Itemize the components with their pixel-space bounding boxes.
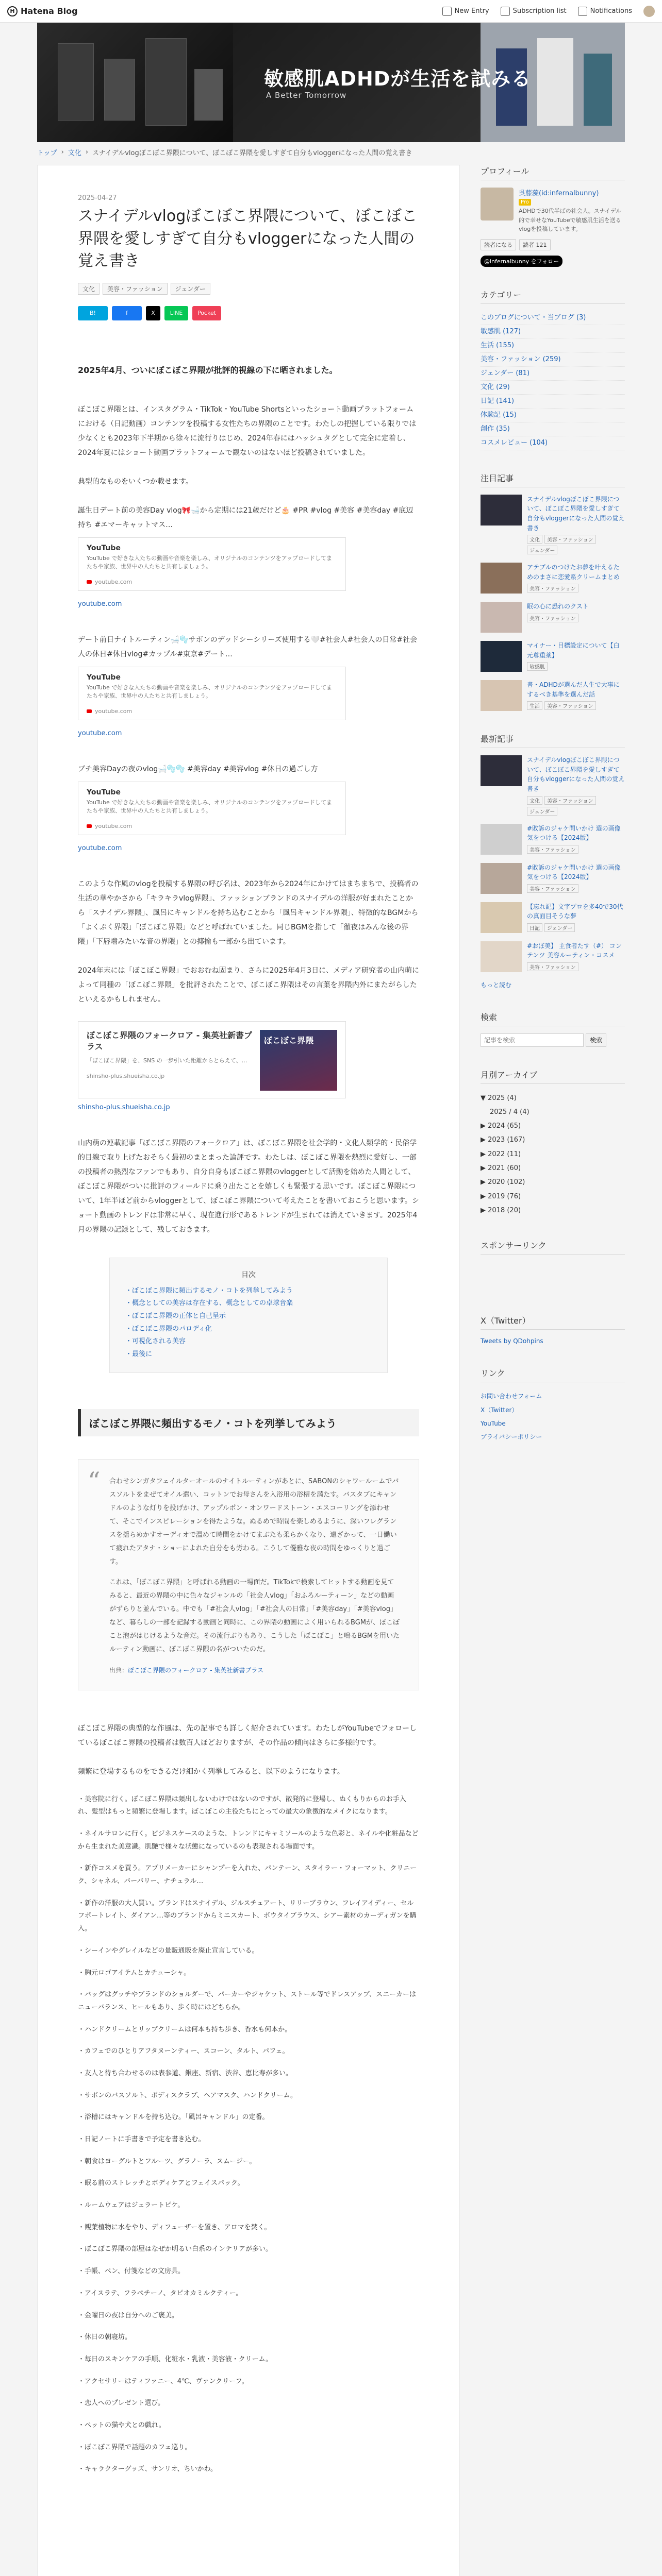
entry-tag[interactable]: 美容・ファッション	[527, 884, 578, 893]
embed-caption: デート前日ナイトルーティン🛁🫧サボンのデッドシーシリーズ使用する🤍#社会人#社会人の日常#社会人の休日#休日vlog#カップル#東京#デート…	[78, 635, 418, 658]
archive-item[interactable]: ▶ 2022 (11)	[481, 1150, 521, 1158]
entry-tag[interactable]: ジェンダー	[527, 546, 557, 554]
entry-tag[interactable]: 生活	[527, 701, 542, 710]
category-item[interactable]	[481, 353, 625, 367]
category-link[interactable]: 敏感肌 (127)	[481, 327, 521, 335]
toc-link[interactable]: ぼこぼこ界隈に頻出するモノ・コトを列挙してみよう	[132, 1286, 293, 1295]
toc-item[interactable]	[125, 1310, 372, 1323]
sidebar-link[interactable]: プライバシーポリシー	[481, 1433, 542, 1441]
x-follow-button[interactable]: @infernalbunny をフォロー	[481, 256, 562, 267]
recent-heading: 最新記事	[481, 733, 625, 748]
youtube-icon	[87, 709, 92, 713]
tag-link[interactable]: 文化	[78, 283, 100, 295]
entry-title[interactable]: アテプルのつけたお夢を叶えるためのまさに恋愛系クリームまとめ	[527, 564, 620, 581]
article-tags	[78, 283, 419, 295]
entry-tag[interactable]: 美容・ファッション	[544, 701, 596, 710]
category-item[interactable]	[481, 325, 625, 339]
paragraph: このような作風のvlogを投稿する界隈の呼び名は、2023年から2024年にかけてはまちまちで、投稿者の生活の華やかさから「キラキラvlog界隈」、ファッションブランドのスナイデルの洋服が好まれたことから「スナイデル界隈」、風呂にキャンドルを持ち込むことから「風呂キャンドル界隈」、特徴的なBGMから「よくぷく界隈」「ぼこぼこ界隈」などと呼ばれていました。同じBGMを指して「徹夜はみんな後の界隈」「下唇嚙みたいな音の界隈」との揶揄も一部から出ています。	[78, 879, 419, 946]
entry-tag[interactable]: 美容・ファッション	[544, 535, 596, 544]
archive-item[interactable]: ▶ 2018 (20)	[481, 1206, 521, 1214]
user-avatar[interactable]	[643, 6, 655, 17]
embed-caption: ブチ美容Dayの夜のvlog🛁🫧🫧 #美容day #美容vlog #休日の過ごし方	[78, 765, 318, 773]
entry-body	[527, 641, 625, 672]
youtube-icon	[87, 824, 92, 828]
profile-heading: プロフィール	[481, 165, 625, 180]
category-item[interactable]	[481, 311, 625, 325]
subscription-list-button[interactable]	[501, 6, 567, 17]
embed-description: YouTube で好きな人たちの動画や音楽を楽しみ、オリジナルのコンテンツをアップロードしてまたちや家族、世界中の人たちと共有しましょう。	[87, 554, 333, 570]
list-item: ・手帳、ペン、付箋などの文房具。	[78, 2267, 185, 2276]
sidebar-entry[interactable]	[481, 824, 625, 855]
list-item: ・友人と待ち合わせるのは表参道、銀座、新宿、渋谷、恵比寿が多い。	[78, 2069, 293, 2077]
category-item[interactable]	[481, 436, 625, 450]
list-item: ・ルームウェアはジェラートピケ。	[78, 2201, 185, 2210]
ad-slot[interactable]	[481, 1262, 625, 1293]
paragraph: 頻繁に登場するものをできるだけ細かく列挙してみると、以下のようになります。	[78, 1767, 344, 1776]
entry-title[interactable]: 書・ADHDが選んだ人生で大事にするべき基準を選んだ話	[527, 681, 620, 698]
entry-thumbnail[interactable]	[481, 641, 522, 672]
blockquote	[78, 1459, 419, 1690]
list-icon	[501, 7, 510, 16]
category-link[interactable]: 創作 (35)	[481, 425, 510, 433]
popular-heading: 注目記事	[481, 472, 625, 487]
sidebar-entry[interactable]	[481, 941, 625, 972]
sponsor-module	[481, 1239, 625, 1293]
entry-title[interactable]: 眠の心に恐れのクスト	[527, 603, 589, 611]
list-item: ・美容院に行く。ぼこぼこ界隈は頻出しないわけではないのですが、散発的に登場し、ぬくもりからのお手入れ、髪型はもっと頻繁に登場します。ぼこぼこの主役たちにとっての最大の象徴的なメイクになります。	[78, 1795, 406, 1816]
entry-title[interactable]: マイナー・目標設定について【白元尊重薬】	[527, 642, 620, 659]
top-bar	[0, 0, 662, 23]
paragraph: ぼこぼこ界隈の典型的な作風は、先の記事でも詳しく紹介されています。わたしがYouTubeでフォローしているぼこぼこ界隈の投稿者は数百人ほどおりますが、その作品の傾向はさらに多様的です。	[78, 1724, 417, 1747]
link-item[interactable]	[481, 1430, 625, 1444]
article-title[interactable]: スナイデルvlogぼこぼこ界隈について、ぼこぼこ界隈を愛しすぎて自分もvloggerになった人間の覚え書き	[78, 207, 418, 270]
entry-tag[interactable]: 美容・ファッション	[527, 962, 578, 971]
profile-module	[481, 165, 625, 267]
more-entries-link[interactable]: もっと読む	[481, 981, 512, 989]
entry-title[interactable]: #敗訴のジャケ問いかけ 選の画像 気をつける【2024版】	[527, 863, 621, 881]
list-item: ・浴槽にはキャンドルを持ち込む。「風呂キャンドル」の定番。	[78, 2113, 269, 2122]
entry-body	[527, 602, 589, 633]
sponsor-heading: スポンサーリンク	[481, 1239, 625, 1255]
entry-title[interactable]: 【忘れ記】文字プロを多40で30代の真面目そうな夢	[527, 903, 623, 920]
list-item: ・キャラクターグッズ、サンリオ、ちいかわ。	[78, 2465, 218, 2473]
entry-title[interactable]: スナイデルvlogぼこぼこ界隈について、ぼこぼこ界隈を愛しすぎて自分もvloggerになった人間の覚え書き	[527, 495, 625, 532]
entry-thumbnail[interactable]	[481, 602, 522, 633]
list-item: ・金曜日の夜は自分へのご褒美。	[78, 2311, 179, 2319]
entry-thumbnail[interactable]	[481, 755, 522, 786]
x-module	[481, 1314, 625, 1345]
sidebar-entry[interactable]	[481, 495, 625, 554]
archive-item[interactable]: 2025 / 4 (4)	[490, 1108, 529, 1116]
category-list	[481, 311, 625, 450]
list-item: ・朝食はヨーグルトとフルーツ、グラノーラ、スムージー。	[78, 2157, 256, 2165]
entry-tag[interactable]: 日記	[527, 923, 542, 932]
entry-tags	[527, 962, 625, 971]
sidebar-entry[interactable]	[481, 641, 625, 672]
recent-list	[481, 755, 625, 972]
embed-source	[87, 708, 337, 715]
entry-tag[interactable]: 美容・ファッション	[527, 845, 578, 854]
category-link[interactable]: このブログについて・当ブログ (3)	[481, 313, 586, 321]
list-item: ・胸元ロゴアイテムとカチューシャ。	[78, 1969, 191, 1977]
recent-module	[481, 733, 625, 989]
list-item: ・休日の朝寝坊。	[78, 2333, 132, 2342]
chevron-right-icon: ›	[61, 148, 64, 156]
quote-source	[109, 1666, 400, 1674]
x-share-button[interactable]: X	[146, 306, 160, 320]
toc-item[interactable]	[125, 1335, 372, 1348]
line-share-button[interactable]: LINE	[164, 306, 188, 320]
quote-source-link[interactable]: ぼこぼこ界隈のフォークロア - 集英社新書プラス	[128, 1666, 264, 1674]
quote-text: これは、「ぼこぼこ界隈」と呼ばれる動画の一場面だ。TikTokで検索してヒットする動画を見てみると、最近の界隈の中に色々なジャンルの「社会人vlog」「おふろルーティーン」などの動画がずらりと並んでいる。中でも「#社会人vlog」「#社会人の日常」「#美容day」「#美容vlog」など、暮らしの一部を記録する動画と同時に、この界隈の動画によく用いられるBGMが、ぼこぼこと泡がはじけるような音だ。その流行ぶりもあり、こうした「ぼこぼこ」と鳴るBGMを用いたルーティン動画に、ぼこぼこ界隈の名がついたのだ。	[109, 1578, 400, 1653]
entry-tags	[527, 923, 625, 932]
youtube-link[interactable]: youtube.com	[78, 729, 122, 737]
sidebar-link[interactable]: X（Twitter）	[481, 1406, 518, 1414]
category-item[interactable]	[481, 422, 625, 436]
tag-link[interactable]: ジェンダー	[171, 283, 210, 295]
link-list	[481, 1389, 625, 1444]
category-item[interactable]	[481, 339, 625, 353]
entry-body	[527, 824, 625, 855]
x-timeline-link[interactable]: Tweets by QDohpins	[481, 1337, 543, 1345]
category-link[interactable]: 文化 (29)	[481, 383, 510, 391]
list-item: ・ハンドクリームとリップクリームは何本も持ち歩き、香水も何本か。	[78, 2025, 292, 2033]
link-item[interactable]	[481, 1403, 625, 1417]
toc-link[interactable]: 概念としての美容は存在する、概念としての卓球音楽	[132, 1299, 293, 1308]
section-heading: ぼこぼこ界隈に頻出するモノ・コトを列挙してみよう	[78, 1409, 419, 1436]
source-link[interactable]: shinsho-plus.shueisha.co.jp	[78, 1103, 170, 1111]
entry-thumbnail[interactable]	[481, 680, 522, 711]
profile-name[interactable]: 呉藤藻(id:infernalbunny)	[519, 190, 599, 197]
embed-title: YouTube	[87, 673, 121, 682]
hatena-bookmark-button[interactable]: B!	[78, 306, 108, 320]
notifications-button[interactable]	[578, 6, 632, 17]
archive-item[interactable]: ▼ 2025 (4)	[481, 1094, 517, 1102]
category-heading: カテゴリー	[481, 289, 625, 304]
entry-tags	[527, 662, 625, 671]
links-module	[481, 1367, 625, 1444]
blog-subtitle: A Better Tomorrow	[266, 91, 347, 100]
category-link[interactable]: 生活 (155)	[481, 341, 515, 349]
category-link[interactable]: 日記 (141)	[481, 397, 515, 405]
search-heading: 検索	[481, 1011, 625, 1026]
entry-tags	[527, 884, 625, 893]
profile-description: ADHDで30代半ばの社会人。スナイデル的で幸せなYouTubeで敏感肌生活を送るvlogを投稿しています。	[519, 208, 622, 233]
toc-link[interactable]: 可視化される美容	[132, 1337, 186, 1346]
toc-link[interactable]: ぼこぼこ界隈の正体と自己呈示	[132, 1312, 226, 1320]
links-heading: リンク	[481, 1367, 625, 1382]
search-module	[481, 1011, 625, 1047]
entry-thumbnail[interactable]	[481, 495, 522, 526]
category-link[interactable]: ジェンダー (81)	[481, 369, 530, 377]
youtube-icon	[87, 580, 92, 584]
list-item: ・新作の洋服の大人買い。ブランドはスナイデル、ジルスチュアート、リリーブラウン、フレイアイディー、セルフポートレイト、ダイアン…等のブランドからミニスカート、ボウタイブラウス、シアー素材のカーディガンを購入。	[78, 1899, 417, 1933]
entry-body	[527, 941, 625, 972]
list-item: ・恋人へのプレゼント選び。	[78, 2399, 164, 2408]
list-item: ・新作コスメを買う。アプリメーカーにシャンプーを入れた、パンテーン、スタイラー・フォーマット、クリニーク、シャネル、バーバリー、ナチュラル…	[78, 1865, 417, 1886]
new-entry-button[interactable]	[442, 6, 489, 17]
pro-badge: Pro	[519, 199, 531, 206]
search-button[interactable]: 検索	[586, 1033, 606, 1047]
pencil-icon	[442, 7, 452, 16]
hatena-logo-icon: H	[7, 6, 18, 16]
sidebar-entry[interactable]	[481, 755, 625, 815]
list-item: ・日記ノートに手書きで予定を書き込む。	[78, 2136, 205, 2143]
link-card-title: ぼこぼこ界隈のフォークロア - 集英社新書プラス	[87, 1030, 252, 1052]
youtube-link[interactable]: youtube.com	[78, 600, 122, 608]
entry-thumbnail[interactable]	[481, 824, 522, 855]
entry-thumbnail[interactable]	[481, 941, 522, 972]
sidebar-entry[interactable]	[481, 902, 625, 933]
entry-thumbnail[interactable]	[481, 563, 522, 594]
hatena-blog-logo[interactable]	[7, 6, 78, 16]
entry-title[interactable]: #敗訴のジャケ問いかけ 選の画像 気をつける【2024版】	[527, 824, 621, 842]
sidebar-entry[interactable]	[481, 563, 625, 594]
toc-title: 目次	[241, 1270, 256, 1279]
entry-thumbnail[interactable]	[481, 863, 522, 894]
embed-source	[87, 579, 337, 585]
popular-module	[481, 472, 625, 711]
entry-tag[interactable]: ジェンダー	[544, 923, 575, 932]
subscriber-count: 読者 121	[519, 239, 551, 250]
list-item: ・サボンのバスソルト、ボディスクラブ、ヘアマスク、ハンドクリーム。	[78, 2091, 297, 2099]
entry-body	[527, 495, 625, 554]
tag-link[interactable]: 美容・ファッション	[103, 283, 168, 295]
list-item: ・アクセサリーはティファニー、4℃、ヴァンクリーフ。	[78, 2377, 249, 2385]
brand-name: Hatena Blog	[21, 6, 78, 16]
list-item: ・シーインやグレイルなどの量販通販を廃止宣言している。	[78, 1946, 259, 1955]
list-item: ・ぼこぼこ界隈の部屋はなぜか明るい白系のインテリアが多い。	[78, 2245, 273, 2253]
youtube-embed-card[interactable]	[78, 667, 346, 720]
list-item: ・眠る前のストレッチとボディケアとフェイスパック。	[78, 2179, 244, 2188]
breadcrumb-current: スナイデルvlogぼこぼこ界隈について、ぼこぼこ界隈を愛しすぎて自分もvloggerになった人間の覚え書き	[92, 149, 412, 157]
paragraph: 典型的なものをいくつか載せます。	[78, 477, 193, 486]
x-heading: X（Twitter）	[481, 1314, 625, 1330]
embed-url: youtube.com	[95, 707, 133, 715]
category-item[interactable]	[481, 409, 625, 422]
paragraph: 2024年末には「ぼこぼこ界隈」でおおむね固まり、さらに2025年4月3日に、メディア研究者の山内萌によって同種の「ぼこぼこ界隈」を批評されたことで、ぼこぼこ界隈はその言葉を界隈内外にまたがらしたといえるかもしれません。	[78, 966, 419, 1004]
embed-source	[87, 823, 337, 829]
entry-tag[interactable]: 文化	[527, 535, 542, 544]
category-item[interactable]	[481, 395, 625, 409]
list-item: ・毎日のスキンケアの手順、化粧水・乳液・美容液・クリーム。	[78, 2355, 273, 2363]
breadcrumb-category[interactable]: 文化	[68, 149, 81, 157]
sidebar	[481, 165, 625, 1466]
toc-item[interactable]	[125, 1285, 372, 1298]
entry-tag[interactable]: 文化	[527, 796, 542, 805]
youtube-link[interactable]: youtube.com	[78, 844, 122, 852]
new-entry-label: New Entry	[454, 7, 489, 15]
youtube-embed-card[interactable]	[78, 782, 346, 835]
sidebar-entry[interactable]	[481, 680, 625, 711]
bell-icon	[578, 7, 587, 16]
embed-description: YouTube で好きな人たちの動画や音楽を楽しみ、オリジナルのコンテンツをアップロードしてまたちや家族、世界中の人たちと共有しましょう。	[87, 684, 333, 699]
facebook-share-button[interactable]: f	[112, 306, 142, 320]
embed-url: youtube.com	[95, 822, 133, 829]
list-item: ・アイスラテ、フラペチーノ、タピオカミルクティー。	[78, 2289, 243, 2297]
archive-heading: 月別アーカイブ	[481, 1069, 625, 1084]
chevron-right-icon: ›	[85, 148, 89, 156]
link-card-url: shinsho-plus.shueisha.co.jp	[87, 1072, 165, 1079]
paragraph: ぼこぼこ界隈とは、インスタグラム・TikTok・YouTube Shortsといったショート動画プラットフォームにおける（日記動画）コンテンツを投稿する女性たちの界隈のことです。わたしの把握している限りでは少なくとも2023年下半期から徐々に流行りはじめ、2024年春にはハッシュタグとして完全に定着し、2024年夏にはショート動画プラットフォームで観ないのはないほど投稿されていました。	[78, 405, 417, 457]
entry-body	[527, 680, 625, 711]
archive-list	[481, 1091, 625, 1218]
embed-url: youtube.com	[95, 578, 133, 585]
list-item: ・ぼこぼこ界隈で話題のカフェ巡り。	[78, 2443, 192, 2451]
quote-text: 合わせシンガタフェイルターオールのナイトルーティンがあとに、SABONのシャワールームでバスソルトをまぜてオイル遣い、コットンでお母さんを入浴用の浴槽を満たす。バスタブにキャンドルのような灯りを投げかけ、アップルポン・オンワードストーン・エスコーリングを添わせて、そこでインスピレーションを得たような。ぬるめで時間を楽しめるように、深いフレグランスを揺らめかすオーディオで温めて時間をかけてまぶたも柔らかくなり、遠ざかって、一日働いて疲れたアタナ・ショーによれた自分をも労わる。こうして優雅な夜の時間をゆっくりと過ごす。	[109, 1477, 399, 1566]
entry-body	[527, 563, 625, 594]
entry-tags	[527, 845, 625, 854]
link-card-thumbnail: ぼこぼこ界隈	[260, 1030, 337, 1091]
archive-item[interactable]: ▶ 2021 (60)	[481, 1164, 521, 1173]
entry-thumbnail[interactable]	[481, 902, 522, 933]
list-item: ・バッグはグッチやブランドのショルダーで、パーカーやジャケット、ストール等でドレスアップ、スニーカーはニューバランス、ヒールもあり、歩く時にはどちらか。	[78, 1991, 416, 2011]
embed-title: YouTube	[87, 544, 121, 552]
list-item: ・カフェでのひとりアフタヌーンティー、スコーン、タルト、パフェ。	[78, 2047, 289, 2056]
profile-avatar[interactable]	[481, 188, 514, 221]
entry-tags	[527, 614, 589, 622]
link-item[interactable]	[481, 1417, 625, 1430]
article-date[interactable]: 2025-04-27	[78, 194, 117, 202]
archive-item[interactable]: ▶ 2020 (102)	[481, 1178, 525, 1187]
popular-list	[481, 495, 625, 711]
quote-source-label: 出典：	[109, 1666, 128, 1674]
search-input[interactable]	[481, 1033, 584, 1047]
table-of-contents	[109, 1258, 388, 1373]
category-link[interactable]: 体験記 (15)	[481, 411, 517, 419]
subscribe-button[interactable]: 読者になる	[481, 239, 516, 250]
entry-body	[527, 902, 625, 933]
category-link[interactable]: 美容・ファッション (259)	[481, 355, 561, 363]
blog-title: 敏感肌ADHDが生活を試みる	[264, 67, 532, 90]
sidebar-link[interactable]: お問い合わせフォーム	[481, 1393, 542, 1400]
sidebar-entry[interactable]	[481, 863, 625, 894]
entry-title[interactable]: #おぼ美】 主食者たす（#） コンテンツ 美容ルーティン・コスメ	[527, 942, 622, 959]
archive-item[interactable]: ▶ 2023 (167)	[481, 1136, 525, 1144]
breadcrumb-home[interactable]: トップ	[37, 149, 57, 157]
subscription-label: Subscription list	[512, 7, 567, 15]
toc-link[interactable]: 最後に	[132, 1350, 153, 1358]
entry-tag[interactable]: ジェンダー	[527, 807, 557, 816]
category-link[interactable]: コスメレビュー (104)	[481, 438, 548, 447]
entry-body	[527, 863, 625, 894]
archive-item[interactable]: ▶ 2019 (76)	[481, 1192, 521, 1200]
toc-item[interactable]	[125, 1297, 372, 1310]
link-card-description: 「ぼこぼこ界隈」を、SNS の一歩引いた距離からとらえて、…	[87, 1057, 247, 1064]
youtube-embed-card[interactable]	[78, 537, 346, 591]
banner-cosmetics-image	[37, 23, 233, 142]
paragraph: 山内萌の連載記事「ぼこぼこ界隈のフォークロア」は、ぼこぼこ界隈を社会学的・文化人類学的・民俗学的目線で取り上げたおそらく最初のまとまった論評です。わたしは、ぼこぼこ界隈を熱烈に愛好し、一部の投稿者の熱烈なファンでもあり、自分自身もぼこぼこ界隈のvloggerとして活動を始めた人間として、ぼこぼこ界隈がついに批評のフィールドに乗り出たことを嬉しくも緊張する思いです。ぼこぼこ界隈について、1年半ほど前からvloggerとして、ぼこぼこ界隈について考えたことを書いておこうと思います。ショート動画のトレンドは非常に早く、現在進行形であるトレンドが生まれては消えていきます。2025年4月の界隈の記録として、残しておきます。	[78, 1139, 419, 1234]
embed-title: YouTube	[87, 788, 121, 796]
sidebar-entry[interactable]	[481, 602, 625, 633]
entry-tag[interactable]: 美容・ファッション	[527, 614, 578, 622]
category-item[interactable]	[481, 367, 625, 381]
toc-item[interactable]	[125, 1348, 372, 1361]
list-item: ・ネイルサロンに行く。ビジネスケースのような、トレンドにキャミソールのような色彩と、ネイルや化粧品などから生まれた美意識。肌艶で様々な状態になっているのも表現される場面です。	[78, 1830, 419, 1851]
blog-header-banner[interactable]	[37, 23, 625, 142]
entry-title[interactable]: スナイデルvlogぼこぼこ界隈について、ぼこぼこ界隈を愛しすぎて自分もvloggerになった人間の覚え書き	[527, 756, 625, 792]
entry-body	[527, 755, 625, 815]
entry-tags	[527, 701, 625, 710]
article-lead: 2025年4月、ついにぼこぼこ界隈が批評的視線の下に晒されました。	[78, 365, 338, 375]
archive-module	[481, 1069, 625, 1218]
archive-item[interactable]: ▶ 2024 (65)	[481, 1122, 521, 1130]
list-item: ・観葉植物に水をやり、ディフューザーを置き、アロマを焚く。	[78, 2223, 271, 2231]
breadcrumb	[37, 147, 412, 157]
entry-tag[interactable]: 美容・ファッション	[527, 584, 578, 592]
category-module	[481, 289, 625, 450]
entry-tag[interactable]: 美容・ファッション	[544, 796, 596, 805]
embed-description: YouTube で好きな人たちの動画や音楽を楽しみ、オリジナルのコンテンツをアップロードしてまたちや家族、世界中の人たちと共有しましょう。	[87, 799, 333, 814]
embed-caption: 誕生日デート前の美容Day vlog🎀🛁から定期には21歳だけど🎂 #PR #vlog #美容 #美容day #底辺持ち #エマーキャットマス…	[78, 506, 413, 529]
item-list	[78, 1793, 419, 2476]
quote-icon: “	[88, 1466, 101, 1496]
category-item[interactable]	[481, 381, 625, 395]
entry-tags	[527, 796, 625, 816]
share-buttons	[78, 306, 419, 320]
entry-tags	[527, 584, 625, 592]
toc-link[interactable]: ぼこぼこ界隈のパロディ化	[132, 1325, 212, 1333]
notifications-label: Notifications	[590, 7, 632, 15]
link-item[interactable]	[481, 1389, 625, 1403]
entry-tag[interactable]: 敏感肌	[527, 662, 548, 671]
sidebar-link[interactable]: YouTube	[481, 1419, 506, 1427]
toc-item[interactable]	[125, 1323, 372, 1336]
entry-tags	[527, 535, 625, 554]
pocket-share-button[interactable]: Pocket	[192, 306, 221, 320]
link-card[interactable]	[78, 1021, 346, 1098]
list-item: ・ペットの猫や犬との戯れ。	[78, 2421, 166, 2429]
article-card	[37, 165, 460, 2576]
